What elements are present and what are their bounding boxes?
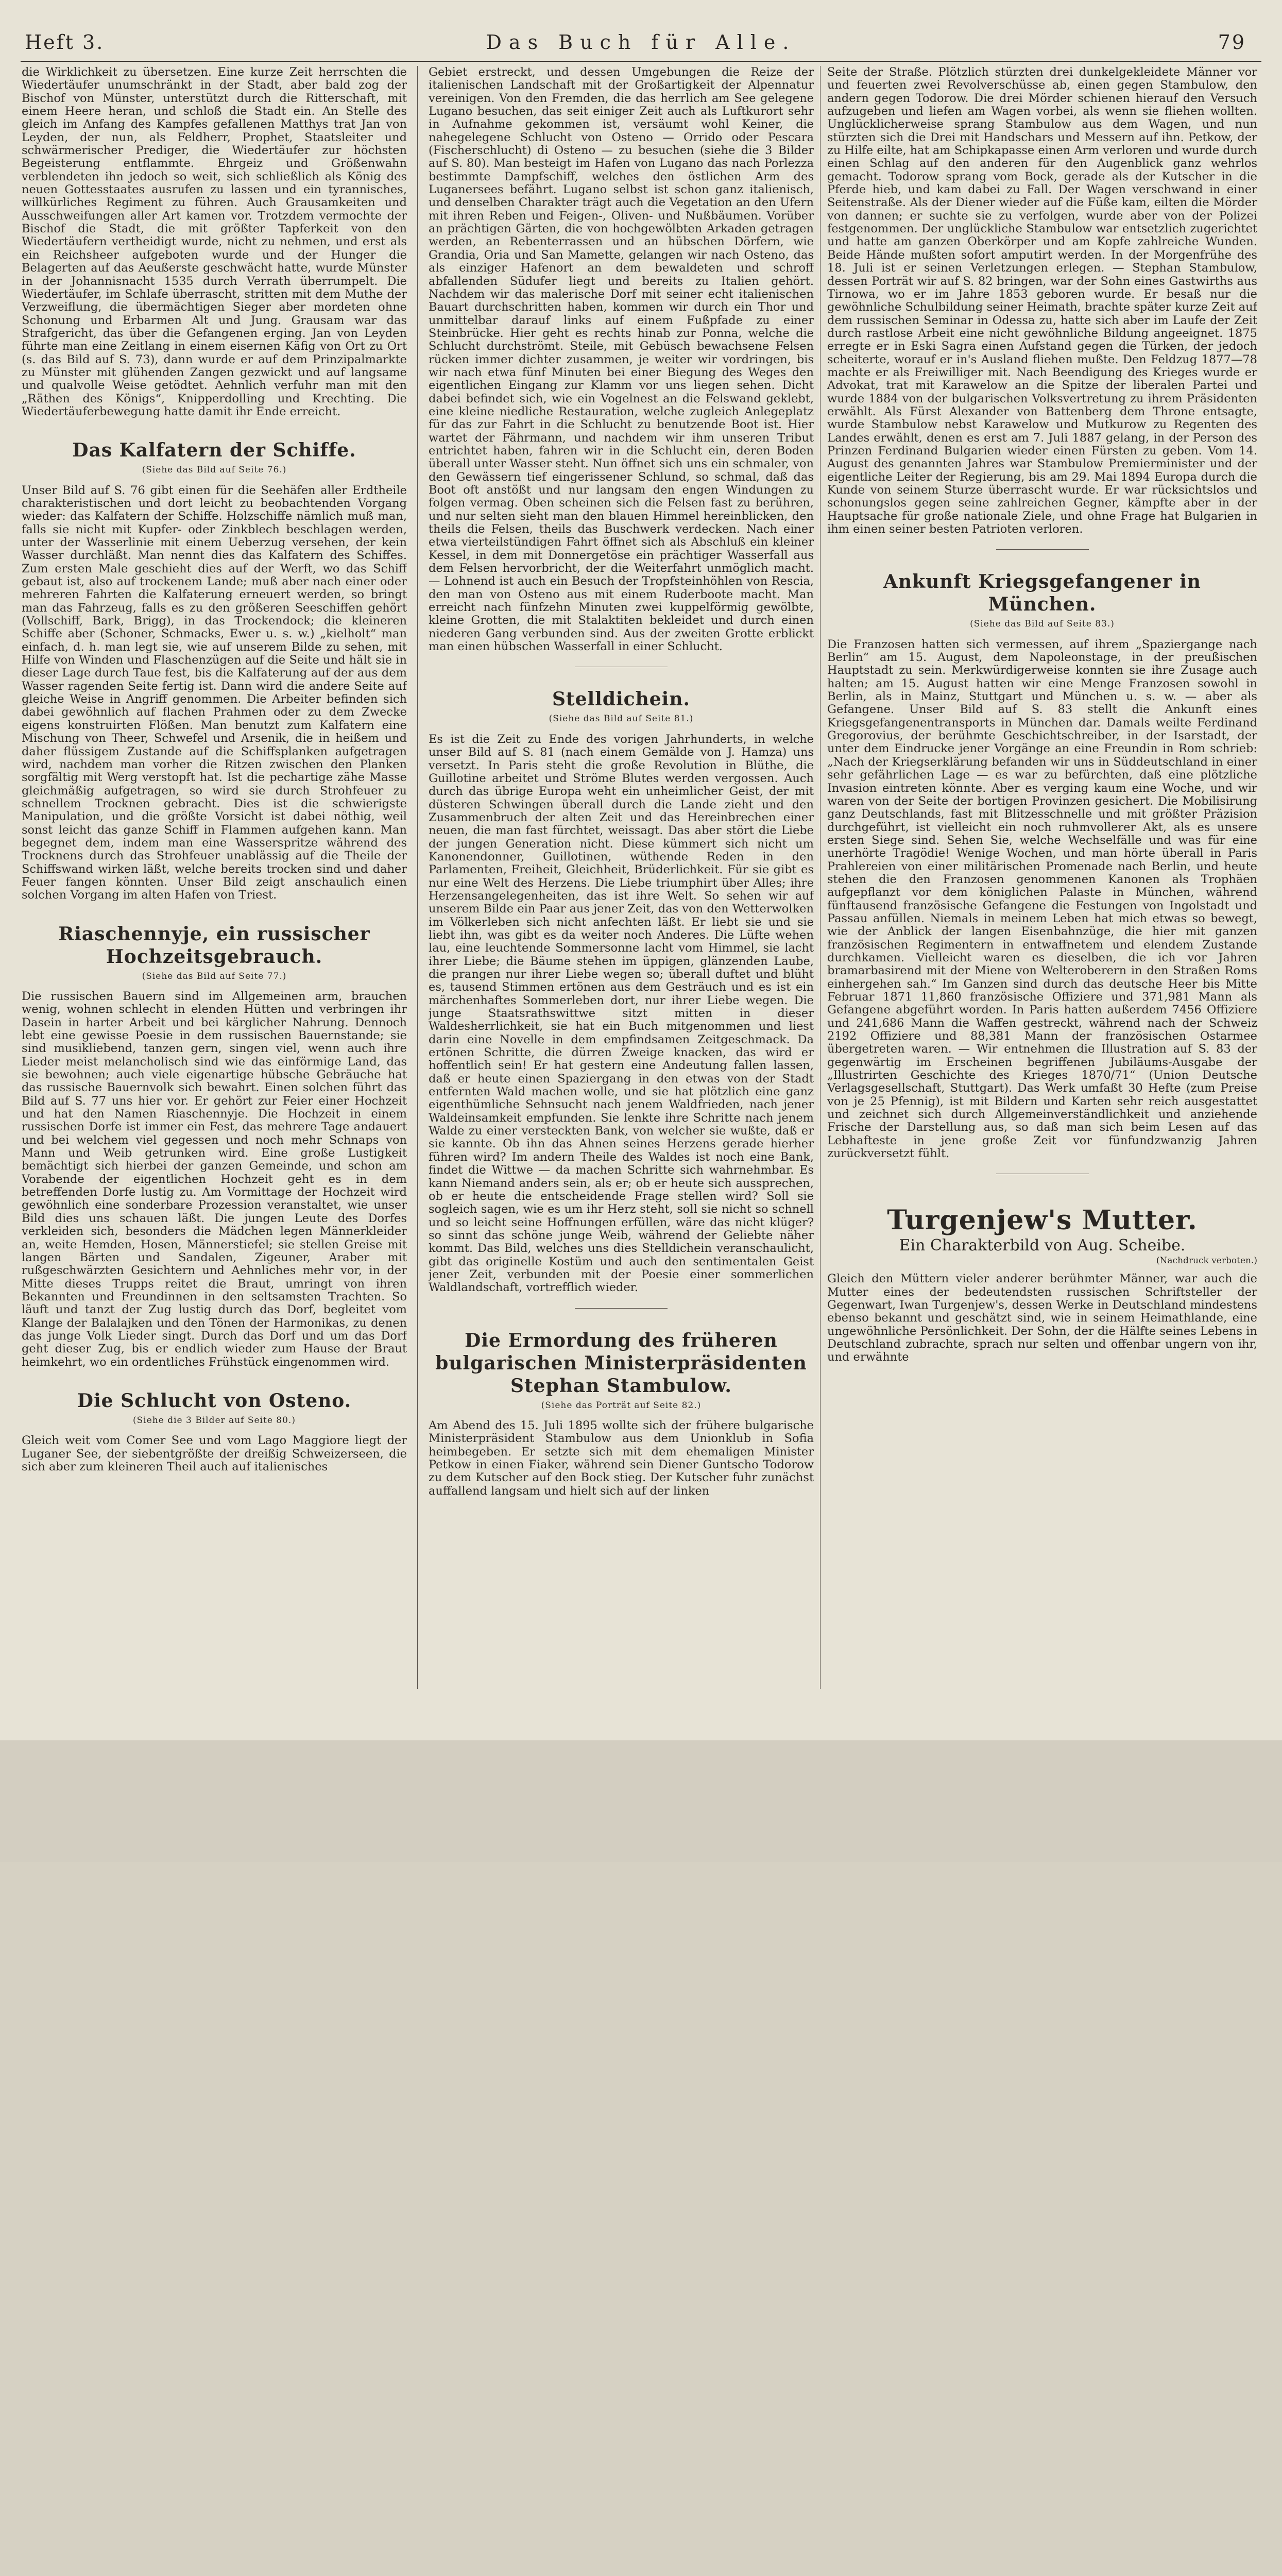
separator-rule — [575, 1308, 668, 1309]
article-body: Gleich den Müttern vieler anderer berühmter Männer, war auch die Mutter eines der bedeutendsten russischen Schriftsteller der Gegenwart, Iwan Turgenjew's, dessen Werke in Deutschland mindestens ebenso bekannt und geschätzt sind, wie in seinem Heimathlande, eine ungewöhnliche Persönlichkeit. Der Sohn, der die Hälfte seines Lebens in Deutschland zubrachte, sprach nur selten und offenbar ungern von ihr, und erwähnte — [827, 1272, 1257, 1364]
running-head — [0, 0, 1282, 57]
article-heading: Stelldichein. — [552, 688, 691, 710]
reprint-notice: (Nachdruck verboten.) — [1156, 1255, 1257, 1266]
column-rule — [820, 66, 821, 1689]
digitization-footer — [0, 1740, 1282, 1862]
separator-rule — [996, 549, 1089, 550]
image-reference: (Siehe das Porträt auf Seite 82.) — [541, 1400, 702, 1411]
article-heading: Ankunft Kriegsgefangener in München. — [883, 571, 1201, 616]
image-reference: (Siehe das Bild auf Seite 81.) — [549, 714, 694, 724]
article-continuation: Gebiet erstreckt, und dessen Umgebungen die Reize der italienischen Landschaft mit der Großartigkeit der Alpennatur vereinigen. Von den Fremden, die das herrlich am See gelegene Lugano besuchen, das seit einiger Zeit auch als Luftkurort sehr in Aufnahme gekommen ist, versäumt wohl Keiner, die nahegelegene Schlucht von Osteno — Orrido oder Pescara (Fischerschlucht) di Osteno — zu besuchen (siehe die 3 Bilder auf S. 80). Man besteigt im Hafen von Lugano das nach Porlezza bestimmte Dampfschiff, welches den östlichen Arm des Luganersees befährt. Lugano selbst ist schon ganz italienisch, und denselben Charakter trägt auch die Vegetation an den Ufern mit ihren Reben und Feigen-, Oliven- und Nußbäumen. Vorüber an prächtigen Gärten, die von hochgewölbten Arkaden getragen werden, an Rebenterrassen und an hübschen Dörfern, wie Grandia, Oria und San Mamette, gelangen wir nach Osteno, das als einziger Hafenort an dem bewaldeten und schroff abfallenden Südufer liegt und bereits zu Italien gehört. Nachdem wir das malerische Dorf mit seiner echt italienischen Bauart durchschritten haben, kommen wir durch ein Thor und unmittelbar darauf links auf einem Fußpfade zu einer Steinbrücke. Hier geht es rechts hinab zur Ponna, welche die Schlucht durchströmt. Steile, mit Gebüsch bewachsene Felsen rücken immer dichter zusammen, je weiter wir vordringen, bis wir nach etwa fünf Minuten bei einer Biegung des Weges den eigentlichen Eingang zur Klamm vor uns liegen sehen. Dicht dabei befindet sich, wie ein Vogelnest an die Felswand geklebt, eine kleine niedliche Restauration, welche zugleich Anlegeplatz für das zur Fahrt in die Schlucht zu benutzende Boot ist. Hier wartet der Fährmann, und nachdem wir ihm unseren Tribut entrichtet haben, fahren wir in die Schlucht ein, deren Boden überall unter Wasser steht. Nun öffnet sich uns ein schmaler, von den Gewässern tief eingerissener Schlund, so schmal, daß das Boot oft anstößt und nur langsam den engen Windungen zu folgen vermag. Oben scheinen sich die Felsen fast zu berühren, und nur selten sieht man den blauen Himmel hereinblicken, den theils die Felsen, theils das Buschwerk verdecken. Nach einer etwa vierteilstündigen Fahrt öffnet sich als Abschluß ein kleiner Kessel, in dem mit Donnergetöse ein prächtiger Wasserfall aus dem Felsen hervorbricht, der die Weiterfahrt unmöglich macht. — Lohnend ist auch ein Besuch der Tropfsteinhöhlen von Rescia, den man von Osteno aus mit einem Ruderboote macht. Man erreicht nach fünfzehn Minuten zwei kuppelförmig gewölbte, kleine Grotten, die mit Stalaktiten bekleidet und durch einen niederen Gang verbunden sind. Aus der zweiten Grotte erblickt man einen hübschen Wasserfall in einer Schlucht. — [429, 66, 814, 654]
column-rule — [417, 66, 418, 1689]
article-body: Es ist die Zeit zu Ende des vorigen Jahrhunderts, in welche unser Bild auf S. 81 (nach einem Gemälde von J. Hamza) uns versetzt. In Paris steht die große Revolution in Blüthe, die Guillotine arbeitet und Ströme Blutes werden vergossen. Auch durch das übrige Europa weht ein unheimlicher Geist, der mit düsteren Schwingen überall durch die Lande zieht und den Zusammenbruch der alten Zeit und das Hereinbrechen einer neuen, die man fast fürchtet, weissagt. Das aber stört die Liebe der jungen Generation nicht. Diese kümmert sich nicht um Kanonendonner, Guillotinen, wüthende Reden in den Parlamenten, Freiheit, Gleichheit, Brüderlichkeit. Für sie gibt es nur eine Welt des Herzens. Die Liebe triumphirt über Alles; ihre Herzensangelegenheiten, das ist ihre Welt. So sehen wir auf unserem Bilde ein Paar aus jener Zeit, das von den Wetterwolken im Völkerleben sich nicht anfechten läßt. Er liebt sie und sie liebt ihn, was gibt es da weiter noch Anderes. Die Lüfte wehen lau, eine leuchtende Sommersonne lacht vom Himmel, sie lacht ihrer Liebe; die Bäume stehen im üppigen, glänzenden Laube, die prangen nur ihrer Liebe wegen so; überall duftet und blüht es, tausend Stimmen ertönen aus dem Gesträuch und es ist ein märchenhaftes Sommerleben dort, nur ihrer Liebe wegen. Die junge Staatsrathswittwe sitzt mitten in dieser Waldesherrlichkeit, sie hat ein Buch mitgenommen und liest darin eine Novelle in dem empfindsamen Zeitgeschmack. Da ertönen Schritte, die dürren Zweige knacken, das wird er hoffentlich sein! Er hat gestern eine Andeutung fallen lassen, daß er heute einen Spaziergang in den etwas von der Stadt entfernten Wald machen wolle, und sie hat plötzlich eine ganz eigenthümliche Sehnsucht nach jenem Waldfrieden, nach jener Waldeinsamkeit empfunden. Sie lenkte ihre Schritte nach jenem Walde zu einer versteckten Bank, von welcher sie wußte, daß er sie kannte. Ob ihn das Ahnen seines Herzens gerade hierher führen wird? Im andern Theile des Waldes ist noch eine Bank, findet die Wittwe — da machen Schritte sich wahrnehmbar. Es kann Niemand anders sein, als er; ob er heute sich aussprechen, ob er heute die entscheidende Frage stellen wird? Soll sie sogleich sagen, wie es um ihr Herz steht, soll sie nicht so schnell und so leicht seine Hoffnungen erfüllen, wäre das nicht klüger? so sinnt das schöne junge Weib, während der Geliebte näher kommt. Das Bild, welches uns dies Stelldichein veranschaulicht, gibt das originelle Kostüm und auch den sentimentalen Geist jener Zeit, verbunden mit der Poesie einer sommerlichen Waldlandschaft, vortrefflich wieder. — [429, 732, 814, 1295]
article-body: Gleich weit vom Comer See und vom Lago Maggiore liegt der Luganer See, der siebentgrößte der dreißig Schweizerseen, die sich aber zum kleineren Theil auch auf italienisches — [22, 1434, 407, 1473]
column-1 — [22, 66, 407, 1715]
article-heading: Die Schlucht von Osteno. — [77, 1389, 352, 1412]
image-reference: (Siehe das Bild auf Seite 76.) — [142, 465, 287, 476]
column-2 — [429, 66, 814, 1715]
page-number: 79 — [1218, 31, 1246, 54]
author-line: Ein Charakterbild von Aug. Scheibe. — [899, 1236, 1186, 1255]
article-heading: Das Kalfatern der Schiffe. — [72, 439, 356, 462]
article-continuation: Seite der Straße. Plötzlich stürzten drei dunkelgekleidete Männer vor und feuerten zwei Revolverschüsse ab, einen gegen Stambulow, den andern gegen Todorow. Die drei Mörder schienen hierauf den Versuch aufzugeben und liefen am Wagen vorbei, als wenn sie fliehen wollten. Unglücklicherweise sprang Stambulow aus dem Wagen, und nun stürzten sich die Drei mit Handschars und Messern auf ihn. Petkow, der zu Hilfe eilte, hat am Schipkapasse einen Arm verloren und wurde durch einen Schlag auf den anderen für den Augenblick ganz wehrlos gemacht. Todorow sprang vom Bock, gerade als der Kutscher in die Pferde hieb, und kam dabei zu Fall. Der Wagen verschwand in einer Seitenstraße. Als der Diener wieder auf die Füße kam, eilten die Mörder von dannen; er suchte sie zu verfolgen, wurde aber von der Polizei festgenommen. Der unglückliche Stambulow war entsetzlich zugerichtet und hatte am ganzen Oberkörper und am Kopfe zahlreiche Wunden. Beide Hände mußten sofort amputirt werden. In der Morgenfrühe des 18. Juli ist er seinen Verletzungen erlegen. — Stephan Stambulow, dessen Porträt wir auf S. 82 bringen, war der Sohn eines Gastwirths aus Tirnowa, wo er im Jahre 1853 geboren wurde. Er besaß nur die gewöhnliche Schulbildung seiner Heimath, brachte später kurze Zeit auf dem russischen Seminar in Odessa zu, hatte sich aber im Laufe der Zeit durch rastlose Arbeit eine nicht gewöhnliche Bildung angeeignet. 1875 erregte er in Eski Sagra einen Aufstand gegen die Türken, der jedoch scheiterte, worauf er in's Ausland fliehen mußte. Den Feldzug 1877—78 machte er als Freiwilliger mit. Nach Beendigung des Krieges wurde er Advokat, trat mit Karawelow an die Spitze der liberalen Partei und wurde 1884 von der bulgarischen Volksvertretung zu ihrem Präsidenten erwählt. Als Fürst Alexander von Battenberg dem Throne entsagte, wurde Stambulow nebst Karawelow und Mutkurow zu Regenten des Landes erwählt, denen es erst am 7. Juli 1887 gelang, in der Person des Prinzen Ferdinand Bulgarien wieder einen Fürsten zu geben. Vom 14. August des genannten Jahres war Stambulow Premierminister und der eigentliche Leiter der Regierung, bis am 29. Mai 1894 Europa durch die Kunde von seinem Sturze überrascht wurde. Er war rücksichtslos und schonungslos gegen seine zahlreichen Gegner, kämpfte aber in der Hauptsache für große nationale Ziele, und ohne Frage hat Bulgarien in ihm einen seiner besten Patrioten verloren. — [827, 66, 1257, 536]
article-body: Die russischen Bauern sind im Allgemeinen arm, brauchen wenig, wohnen schlecht in elenden Hütten und verbringen ihr Dasein in harter Arbeit und bei kärglicher Nahrung. Dennoch lebt eine gewisse Poesie in dem russischen Bauernstande; sie sind musikliebend, tanzen gern, singen viel, wenn auch ihre Lieder meist melancholisch sind wie das einförmige Land, das sie bewohnen; auch viele eigenartige hübsche Gebräuche hat das russische Bauernvolk sich bewahrt. Einen solchen führt das Bild auf S. 77 uns hier vor. Er gehört zur Feier einer Hochzeit und hat den Namen Riaschennyje. Die Hochzeit in einem russischen Dorfe ist immer ein Fest, das mehrere Tage andauert und bei welchem viel gegessen und noch mehr Schnaps von Mann und Weib getrunken wird. Eine große Lustigkeit bemächtigt sich hierbei der ganzen Gemeinde, und schon am Vorabende der eigentlichen Hochzeit geht es in dem betreffenden Dorfe lustig zu. Am Vormittage der Hochzeit wird gewöhnlich eine sonderbare Prozession veranstaltet, wie unser Bild dies uns schauen läßt. Die jungen Leute des Dorfes verkleiden sich, besonders die Mädchen legen Männerkleider an, weite Hemden, Hosen, Männerstiefel; sie stellen Greise mit langen Bärten und Sandalen, Zigeuner, Araber mit rußgeschwärzten Gesichtern und Aehnliches mehr vor, in der Mitte dieses Trupps reitet die Braut, umringt von ihren Bekannten und Freundinnen in den seltsamsten Trachten. So läuft und tanzt der Zug lustig durch das Dorf, begleitet vom Klange der Balalajken und den Tönen der Harmonikas, zu denen das junge Volk Lieder singt. Durch das Dorf und um das Dorf geht dieser Zug, bis er endlich wieder zum Hause der Braut heimkehrt, wo ein ordentliches Frühstück eingenommen wird. — [22, 989, 407, 1369]
image-reference: (Siehe die 3 Bilder auf Seite 80.) — [133, 1415, 296, 1426]
article-heading: Die Ermordung des früheren bulgarischen Ministerpräsidenten Stephan Stambulow. — [435, 1329, 807, 1397]
header-rule — [21, 61, 1261, 62]
article-body: Unser Bild auf S. 76 gibt einen für die Seehäfen aller Erdtheile charakteristischen und dort leicht zu beobachtenden Vorgang wieder: das Kalfatern der Schiffe. Holzschiffe nämlich muß man, falls sie nicht mit Kupfer- oder Zinkblech beschlagen werden, unter der Wasserlinie mit einem Ueberzug versehen, der kein Wasser durchläßt. Man nennt dies das Kalfatern des Schiffes. Zum ersten Male geschieht dies auf der Werft, wo das Schiff gebaut ist, also auf trockenem Lande; muß aber nach einer oder mehreren Fahrten die Kalfaterung erneuert werden, so bringt man das Fahrzeug, falls es zu den größeren Seeschiffen gehört (Vollschiff, Bark, Brigg), in das Trockendock; die kleineren Schiffe aber (Schoner, Schmacks, Ewer u. s. w.) „kielholt“ man einfach, d. h. man legt sie, wie auf unserem Bilde zu sehen, mit Hilfe von Winden und Flaschenzügen auf die Seite und hält sie in dieser Lage durch Taue fest, bis die Kalfaterung auf der aus dem Wasser ragenden Seite fertig ist. Dann wird die andere Seite auf gleiche Weise in Angriff genommen. Die Arbeiter befinden sich dabei gewöhnlich auf flachen Prahmen oder zu dem Zwecke eigens konstruirten Flößen. Man benutzt zum Kalfatern eine Mischung von Theer, Schwefel und Arsenik, die in heißem und daher flüssigem Zustande auf die Schiffsplanken aufgetragen wird, nachdem man vorher die Ritzen zwischen den Planken sorgfältig mit Werg verstopft hat. Ist die pechartige zähe Masse gleichmäßig aufgetragen, so wird sie durch Strohfeuer zu schnellem Trocknen gebracht. Dies ist die schwierigste Manipulation, und die größte Vorsicht ist dabei nöthig, weil sonst leicht das ganze Schiff in Flammen aufgehen kann. Man begegnet dem, indem man eine Wasserspritze während des Trocknens durch das Strohfeuer unablässig auf die Theile der Schiffswand wirken läßt, welche bereits trocken sind und daher Feuer fangen könnten. Unser Bild zeigt anschaulich einen solchen Vorgang im alten Hafen von Triest. — [22, 483, 407, 902]
image-reference: (Siehe das Bild auf Seite 83.) — [970, 619, 1115, 630]
article-body: Die Franzosen hatten sich vermessen, auf ihrem „Spaziergange nach Berlin“ am 15. August, dem Napoleonstage, in der preußischen Hauptstadt zu sein. Merkwürdigerweise konnten sie ihre Zusage auch halten; am 15. August hatten wir eine Menge Franzosen sowohl in Berlin, als in Mainz, Stuttgart und München u. s. w. — aber als Gefangene. Unser Bild auf S. 83 stellt die Ankunft eines Kriegsgefangenentransports in München dar. Damals weilte Ferdinand Gregorovius, der berühmte Geschichtschreiber, in der Isarstadt, der unter dem Eindrucke jener Vorgänge an eine Freundin in Rom schrieb: „Nach der Kriegserklärung befanden wir uns in Süddeutschland in einer sehr gefährlichen Lage — es war zu befürchten, daß eine plötzliche Invasion eintreten könnte. Aber es verging kaum eine Woche, und wir waren von der Seite der bortigen Provinzen gesichert. Die Mobilisirung ganz Deutschlands, fast mit Blitzesschnelle und mit größter Präzision durchgeführt, ist vielleicht ein noch ruhmvollerer Akt, als es unsere ersten Siege sind. Sehen Sie, welche Wechselfälle und was für eine unerhörte Tragödie! Wenige Wochen, und man hörte überall in Paris Prahlereien von einer militärischen Promenade nach Berlin, und heute stehen die den Franzosen genommenen Kanonen als Trophäen aufgepflanzt vor dem königlichen Palaste in München, während fünftausend französische Gefangene die Festungen von Ingolstadt und Passau anfüllen. Niemals in meinem Leben hat mich etwas so bewegt, wie der Anblick der langen Eisenbahnzüge, die hier mit ganzen französischen Regimentern in entwaffnetem und elendem Zustande durchkamen. Vielleicht waren es dieselben, die ich vor Jahren bramarbasirend mit der Miene von Welteroberern in den Straßen Roms einhergehen sah.“ Im Ganzen sind durch das deutsche Heer bis Mitte Februar 1871 11,860 französische Offiziere und 371,981 Mann als Gefangene abgeführt worden. In Paris hatten außerdem 7456 Offiziere und 241,686 Mann die Waffen gestreckt, während nach der Schweiz 2192 Offiziere und 88,381 Mann der französischen Ostarmee übergetreten waren. — Wir entnehmen die Illustration auf S. 83 der gegenwärtig im Erscheinen begriffenen Jubiläums-Ausgabe der „Illustrirten Geschichte des Krieges 1870/71“ (Union Deutsche Verlagsgesellschaft, Stuttgart). Das Werk umfaßt 30 Hefte (zum Preise von je 25 Pfennig), ist mit Bildern und Karten sehr reich ausgestattet und zeichnet sich durch Allgemeinverständlichkeit und anziehende Frische der Darstellung aus, so daß man sich beim Lesen auf das Lebhafteste in jene große Zeit vor fünfundzwanzig Jahren zurückversetzt fühlt. — [827, 637, 1257, 1161]
issue-label: Heft 3. — [25, 31, 105, 54]
article-body: Am Abend des 15. Juli 1895 wollte sich der frühere bulgarische Ministerpräsident Stambulow aus dem Unionklub in Sofia heimbegeben. Er setzte sich mit dem ehemaligen Minister Petkow in einen Fiaker, während sein Diener Guntscho Todorow zu dem Kutscher auf den Bock stieg. Der Kutscher fuhr zunächst auffallend langsam und hielt sich auf der linken — [429, 1418, 814, 1498]
column-3 — [827, 66, 1257, 1715]
image-reference: (Siehe das Bild auf Seite 77.) — [142, 971, 287, 981]
article-continuation: die Wirklichkeit zu übersetzen. Eine kurze Zeit herrschten die Wiedertäufer unumschränkt in der Stadt, aber bald zog der Bischof von Münster, unterstützt durch die Ritterschaft, mit einem Heere heran, und schloß die Stadt ein. An Stelle des gleich im Anfang des Kampfes gefallenen Matthys trat Jan von Leyden, der nun, als Feldherr, Prophet, Staatsleiter und schwärmerischer Prediger, die Wiedertäufer zur höchsten Begeisterung entflammte. Ehrgeiz und Größenwahn verblendeten ihn jedoch so weit, sich schließlich als König des neuen Gottesstaates ausrufen zu lassen und ein tyrannisches, willkürliches Regiment zu führen. Auch Grausamkeiten und Ausschweifungen aller Art kamen vor. Trotzdem vermochte der Bischof die Stadt, die mit größter Tapferkeit von den Wiedertäufern vertheidigt wurde, nicht zu nehmen, und erst als ein Reichsheer aufgeboten wurde und der Hunger die Belagerten auf das Aeußerste geschwächt hatte, wurde Münster in der Johannisnacht 1535 durch Verrath überrumpelt. Die Wiedertäufer, im Schlafe überrascht, stritten mit dem Muthe der Verzweiflung, die übermächtigen Sieger aber mordeten ohne Schonung und Erbarmen Alt und Jung. Grausam war das Strafgericht, das über die Gefangenen erging. Jan von Leyden führte man eine Zeitlang in einem eisernen Käfig von Ort zu Ort (s. das Bild auf S. 73), dann wurde er auf dem Prinzipalmarkte zu Münster mit glühenden Zangen gezwickt und auf langsame und qualvolle Weise getödtet. Aehnlich verfuhr man mit den „Räthen des Königs“, Knipperdolling und Krechting. Die Wiedertäuferbewegung hatte damit ihr Ende erreicht. — [22, 66, 407, 418]
article-heading: Turgenjew's Mutter. — [887, 1205, 1198, 1236]
magazine-title: Das Buch für Alle. — [486, 31, 796, 54]
article-heading: Riaschennyje, ein russischer Hochzeitsgebrauch. — [58, 923, 370, 968]
